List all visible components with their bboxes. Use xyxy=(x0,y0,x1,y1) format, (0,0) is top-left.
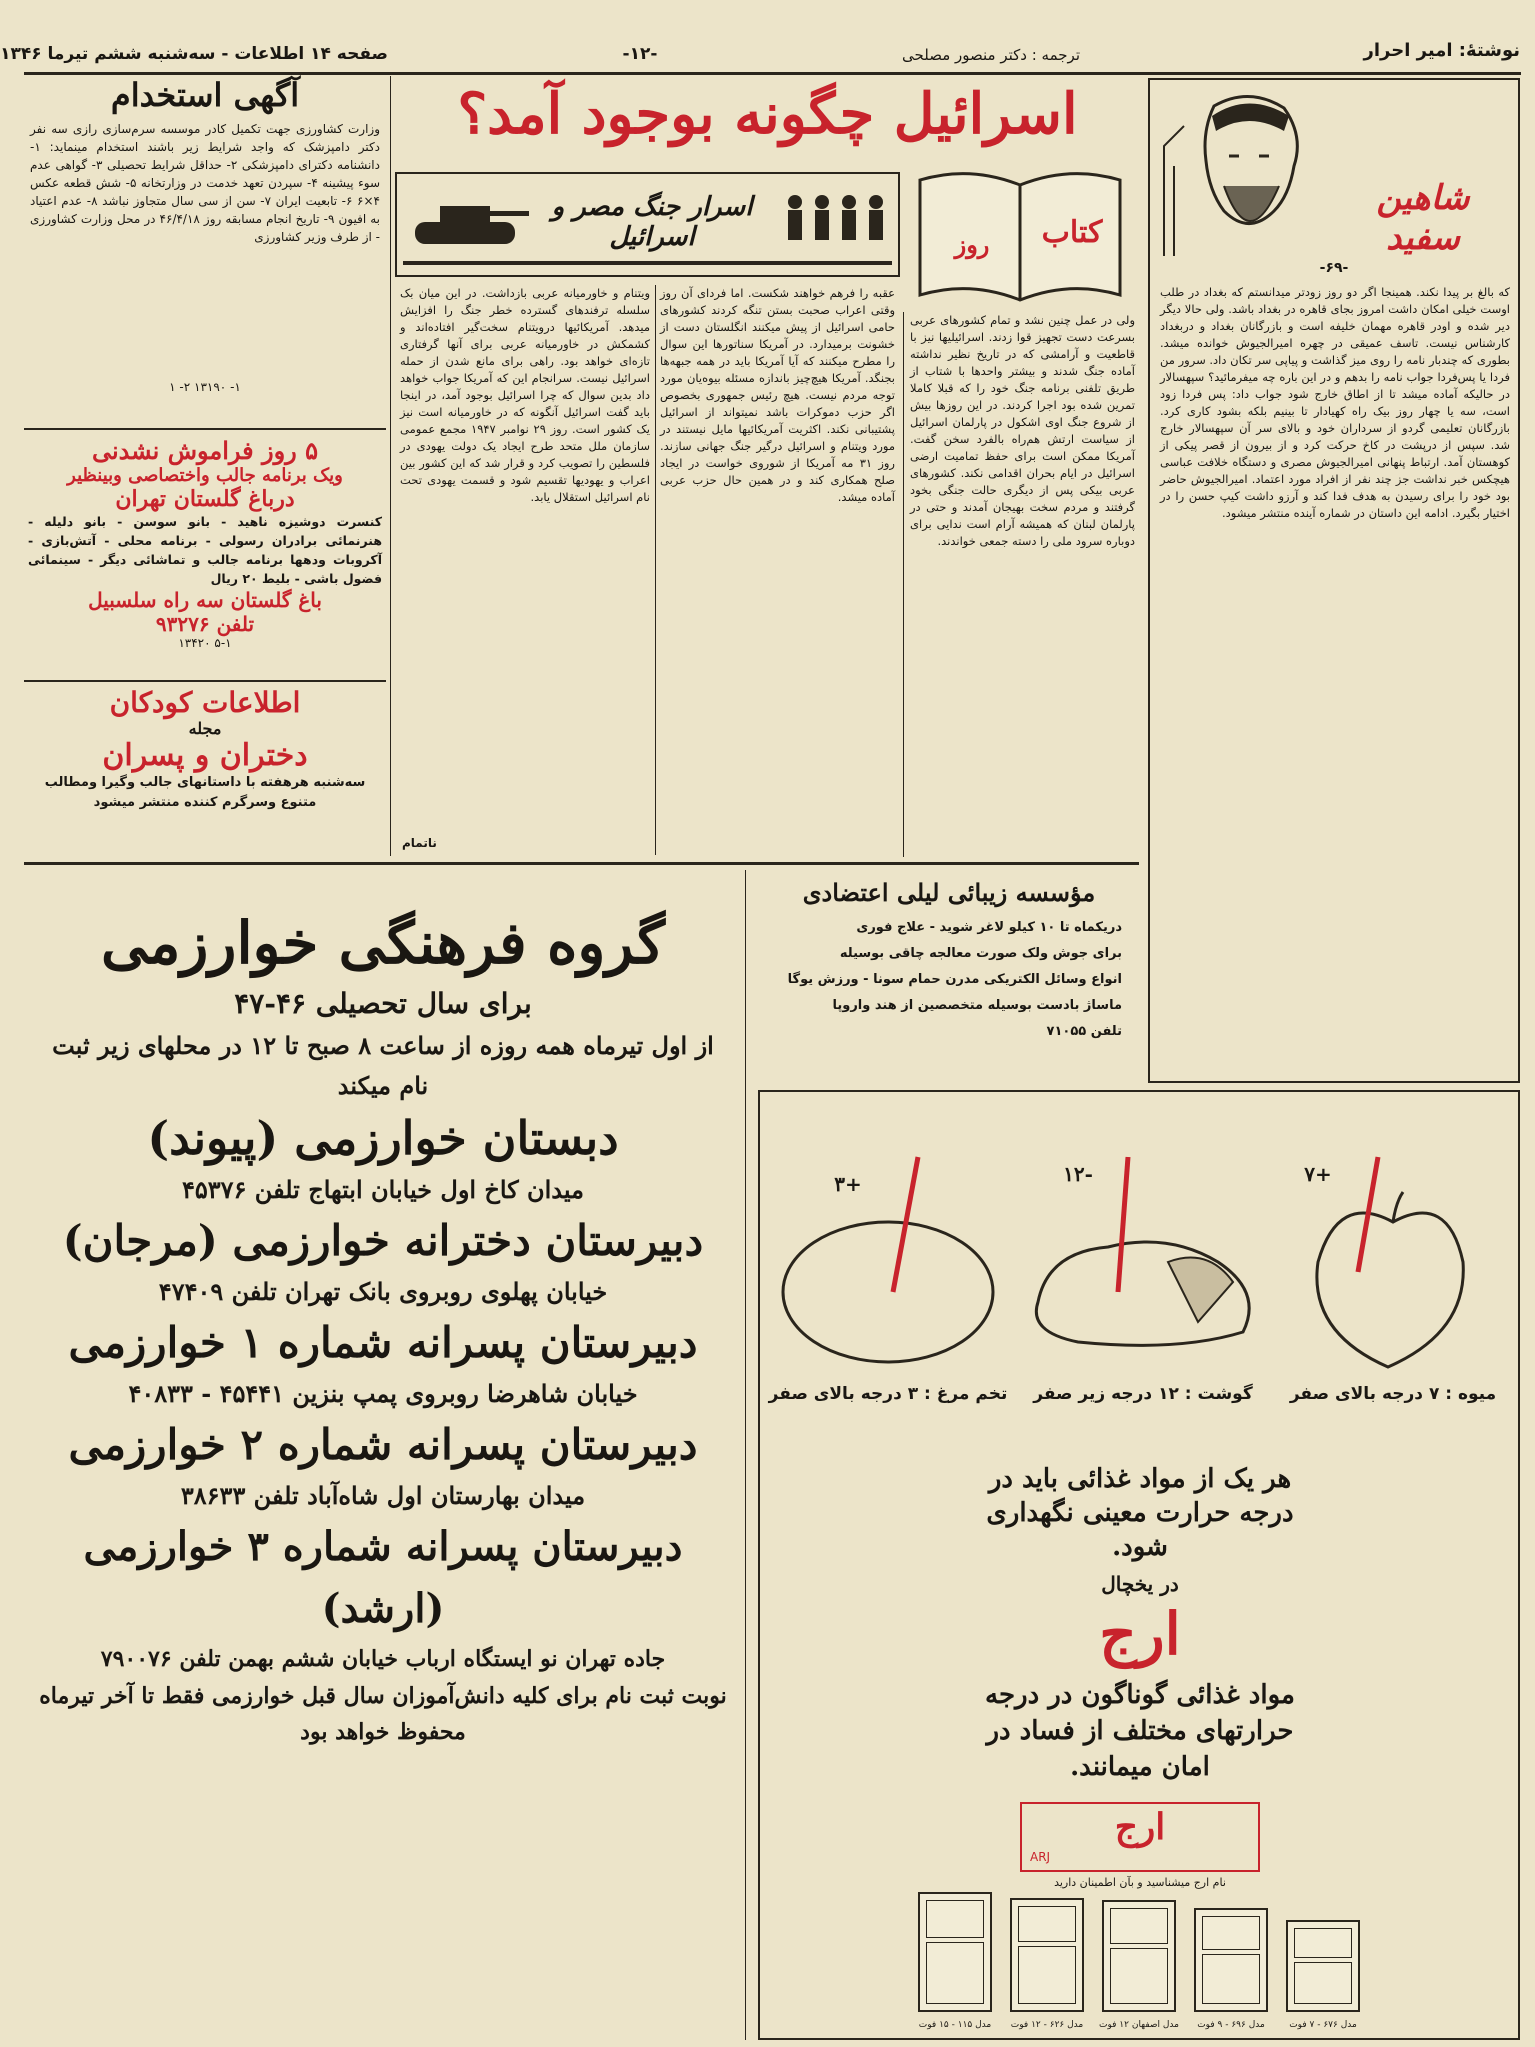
temp-value: +۳ xyxy=(834,1172,862,1196)
column-rule xyxy=(903,312,904,857)
article-col-2: عقبه را فرهم خواهند شکست. اما فردای آن روز وقتی اعراب صحبت بستن تنگه کردند کشورهای حامی اسرائیل از پیش میکنند انگلستان دست از خشونت برمیدارد. در آمریکا سناتورها این سوال را مطرح میکنند که آیا آمریکا باید در همه جبهه‌ها بجنگد. آمریکا هیچ‌چیز باندازه مسئله بیوه‌یان مورد توجه مردم نیست. هیچ رئیس جمهوری بخصوص اگر حزب دموکرات باشد نمیتواند از اسرائیل پشتیبانی نکند. اکثریت آمریکائیها مایل نیستند در مورد ویتنام و اسرائیل درگیر جنگ جهانی سازند. روز ۳۱ مه آمریکا از شوروی خواست در ایجاد صلح همکاری کند و در همین حال حزب عربی آماده میشد. xyxy=(660,286,895,504)
translator-credit: ترجمه : دکتر منصور مصلحی xyxy=(902,46,1080,64)
leili-lines xyxy=(758,907,1140,1045)
gulistan-body: کنسرت دوشیزه ناهید - بانو سوسن - بانو دلیله - هنرنمائی برادران رسولی - برنامه محلی - آتش‌بازی - آکروبات ودهها برنامه جالب و تماشائی دیگر - سینمائی فضول باشی - بلیط ۲۰ ریال xyxy=(28,514,382,586)
children-magazine: دختران و پسران xyxy=(102,738,308,773)
fridge-image xyxy=(1286,1920,1360,2030)
arj-text-2: مواد غذائی گوناگون در درجه حرارتهای مختلف از فساد در امان میمانند. xyxy=(985,1680,1295,1782)
series-banner-title: اسرار جنگ مصر و اسرائیل xyxy=(551,192,753,252)
arj-ad xyxy=(758,1090,1520,2040)
school-address: خیابان پهلوی روبروی بانک تهران تلفن ۴۷۴۰۹ xyxy=(158,1277,608,1306)
temp-caption: تخم مرغ : ۳ درجه بالای صفر xyxy=(768,1384,1008,1404)
school-name: دبیرستان پسرانه شماره ۲ خوارزمی xyxy=(68,1420,698,1469)
page-number: -۱۲- xyxy=(622,44,658,64)
ad-divider xyxy=(24,428,386,430)
serial-body: که بالغ بر پیدا نکند. همینجا اگر دو روز زودتر میدانستم که بغداد در طلب اوست خیلی امکان داشت امروز بجای قاهره در بغداد باشد. ولی حالا دیگر دیر شده و اودر قاهره مهمان خلیفه است و بازرگانان بغداد و دربغداد کارشناس نیست. تاسف عمیقی در چهره امیرالجیوش خوانده میشد. بطوری که چندبار نامه را روی میز گذاشت و پیاپی سر تکان داد. سرور من فردا یا پس‌فردا جواب نامه را بدهم و در این باره چه میفرمائید؟ سپهسالار در حالیکه آماده میشد تا از اطاق خارج شود جواب داد: پس فردا زود است، سه یا چهار روز بیک راه کهیادار تا بینیم بلکه بشود کاری کرد. بازرگانان تعلیمی گردو از سرداران خود و بالای سر آن سپهسالار خارج شد. سپس از درپشت در کاخ حرکت کرد و از بیرون از قصر پیکی از کوهستان آمد. ارتباط پنهانی امیرالجیوش مصری و دستگاه خلافت عباسی هیچکس خبر نداشت جز چند نفر از افراد مورد اعتماد. امیرالجیوش حاضر بود خود را برای رسیدن به هدف فدا کند و آرزو داشت کیپ حسن را در اختیار بگیرد. ادامه این داستان در شماره آینده منتشر میشود. xyxy=(1160,285,1510,520)
fridge-model: مدل اصفهان ۱۲ فوت xyxy=(1099,2020,1179,2030)
serial-title: شاهین سفید xyxy=(1376,178,1470,258)
fridge-model: مدل ۶۷۶ - ۷ فوت xyxy=(1289,2020,1357,2030)
page-info: صفحه ۱۴ اطلاعات - سه‌شنبه ششم تیرما ۱۳۴۶ xyxy=(0,44,388,64)
leili-line: دریکماه تا ۱۰ کیلو لاغر شوید - علاج فوری xyxy=(856,920,1122,935)
article-col-3: ویتنام و خاورمیانه عربی بازداشت. در این میان بک سلسله ترفندهای گسترده خطر جنگ را افزایش میدهد. آمریکائیها درویتنام سخت‌گیر افتاده‌اند و کشمکش در خاورمیانه عربی برای آنها گرفتاری تازه‌ای خواهد بود. راهی برای مانع شدن از حمله اسرائیل نیست. سرانجام این که آمریکا جواب خواهد داد بدین سوال که چرا اسرائیل بوجود آمد، در اینجا باید گفت اسرائیل آنگونه که در خاورمیانه است نیز یک کشور است. روز ۲۹ نوامبر ۱۹۴۷ مجمع عمومی سازمان ملل متحد طرح ایجاد یک دولت یهودی در فلسطین را تصویب کرد و قرار شد که این کشور بین اعراب و یهودیها تقسیم شود و قسمت یهودی تحت نام اسرائیل استقلال یابد. xyxy=(400,286,650,504)
employment-body: وزارت کشاورزی جهت تکمیل کادر موسسه سرم‌سازی رازی سه نفر دکتر دامپزشک که واجد شرایط زیر باشند استخدام مینماید: ۱- دانشنامه دکترای دامپزشکی ۲- حداقل شرایط تحصیلی ۳- گواهی عدم سوء پیشینه ۴- سپردن تعهد خدمت در وزارتخانه ۵- شش قطعه عکس ۴×۶ ۶- تابعیت ایران ۷- سن از سی سال متجاوز نباشد ۸- عدم اعتیاد به افیون ۹- تاریخ انجام مسابقه روز ۴۶/۴/۱۸ در محل وزارت کشاورزی - از طرف وزیر کشاورزی xyxy=(30,122,381,244)
school-address: جاده تهران نو ایستگاه ارباب خیابان ششم بهمن تلفن ۷۹۰۰۷۶ xyxy=(100,1646,666,1672)
gulistan-address: باغ گلستان سه راه سلسبیل xyxy=(88,588,322,612)
tank-icon xyxy=(405,182,535,262)
fridge-model: مدل ۶۹۶ - ۹ فوت xyxy=(1197,2020,1265,2030)
gulistan-title: ۵ روز فراموش نشدنی xyxy=(91,436,319,465)
school-address: میدان کاخ اول خیابان ابتهاج تلفن ۴۵۳۷۶ xyxy=(182,1175,584,1204)
kharazmi-year: برای سال تحصیلی ۴۶-۴۷ xyxy=(234,987,532,1020)
book-label-1: کتاب xyxy=(1041,215,1103,250)
meat-illustration xyxy=(1018,1152,1268,1422)
soldiers-icon xyxy=(780,184,890,264)
fruit-illustration xyxy=(1278,1152,1508,1422)
leili-line: ماساژ بادست بوسیله متخصصین از هند واروپا xyxy=(832,998,1122,1013)
children-ad xyxy=(24,686,386,856)
fridge-model: مدل ۶۲۶ - ۱۲ فوت xyxy=(1010,2020,1084,2030)
children-title: اطلاعات کودکان xyxy=(109,686,301,719)
column-rule xyxy=(390,76,391,856)
arj-logo: ارج xyxy=(1114,1806,1166,1848)
school-address: میدان بهارستان اول شاه‌آباد تلفن ۳۸۶۳۳ xyxy=(180,1481,586,1510)
leili-line: برای جوش ولک صورت معالجه چاقی بوسیله xyxy=(839,946,1122,961)
kharazmi-intro: از اول تیرماه همه روزه از ساعت ۸ صبح تا ۱۲ در محلهای زیر ثبت نام میکند xyxy=(52,1031,714,1100)
employment-title: آگهی استخدام xyxy=(110,76,300,114)
egg-illustration xyxy=(768,1152,1008,1422)
gulistan-ad xyxy=(24,436,386,671)
fridge-image xyxy=(1010,1898,1084,2030)
arj-logo-box xyxy=(1020,1802,1260,1872)
children-label: مجله xyxy=(188,719,222,738)
kharazmi-ad xyxy=(28,890,738,2040)
grass-line xyxy=(403,261,892,265)
fridge-model: مدل ۱۱۵ - ۱۵ فوت xyxy=(918,2020,992,2030)
arj-tagline: نام ارج میشناسید و بآن اطمینان دارید xyxy=(1054,1876,1226,1889)
section-rule xyxy=(24,862,1139,865)
column-rule xyxy=(745,870,746,2040)
employment-ref: ۱- ۱۳۱۹۰ ۲- ۱ xyxy=(169,380,241,394)
fridge-image xyxy=(1194,1908,1268,2030)
arj-brand: ارج xyxy=(1099,1600,1181,1668)
temp-caption: گوشت : ۱۲ درجه زیر صفر xyxy=(1033,1384,1253,1404)
temp-value: -۱۲ xyxy=(1063,1162,1093,1186)
gulistan-place: درباغ گلستان تهران xyxy=(115,486,295,512)
leili-title: مؤسسه زیبائی لیلی اعتضادی xyxy=(802,878,1096,907)
to-be-continued: ناتمام xyxy=(402,836,437,850)
ad-divider xyxy=(24,680,386,682)
leili-ad xyxy=(758,870,1140,1080)
kharazmi-title: گروه فرهنگی خوارزمی xyxy=(101,909,665,977)
fridge-image xyxy=(1099,1900,1179,2030)
main-headline: اسرائیل چگونه بوجود آمد؟ xyxy=(457,81,1078,147)
school-name: دبیرستان دخترانه خوارزمی (مرجان) xyxy=(62,1216,704,1265)
school-address: خیابان شاهرضا روبروی پمپ بنزین ۴۵۴۴۱ - ۴۰۸۳۳ xyxy=(128,1379,638,1408)
school-name: دبیرستان پسرانه شماره ۱ خوارزمی xyxy=(68,1318,698,1367)
children-body: سه‌شنبه هرهفته با داستانهای جالب وگیرا ومطالب متنوع وسرگرم کننده منتشر میشود xyxy=(44,775,366,810)
column-rule xyxy=(655,285,656,855)
serial-episode: -۶۹- xyxy=(1319,260,1349,276)
portrait-illustration xyxy=(1154,86,1344,256)
arj-text-1: هر یک از مواد غذائی باید در درجه حرارت معینی نگهداری شود. xyxy=(986,1464,1294,1562)
book-of-day-logo xyxy=(910,160,1130,310)
school-name: دبستان خوارزمی (پیوند) xyxy=(147,1111,619,1165)
serial-box xyxy=(1148,78,1520,1083)
article-col-1: ولی در عمل چنین نشد و تمام کشورهای عربی بسرعت دست تجهیز قوا زدند. اسرائیلیها نیز با قاطعیت و آرامشی که در تاریخ نظیر نداشته آماده جنگ شدند و بیشتر واحدها با شتاب از طریق تلفنی برنامه جنگ خود را که قبلا کاملا تمرین شده بود اجرا کردند. در این روزها بیش از شروع جنگ اوی اشکول در پارلمان اسرائیل از سیاست ارتش هم‌راه بالفرد سخن گفت. آمریکا ممکن است برای حفظ تمامیت ارضی اسرائیل در ایام بحران اقدامی نکند. کشورهای عربی بیکی پس از دیگری حالت جنگی بخود گرفتند و مردم سخت بهیجان آمدند و حتی در پارلمان لبنان که همیشه آرام است ندایی برای دوباره سرود ملی را دسته جمعی خواندند. xyxy=(910,313,1135,548)
series-banner xyxy=(395,172,900,277)
school-name: دبیرستان پسرانه شماره ۳ خوارزمی (ارشد) xyxy=(83,1523,683,1632)
gulistan-phone: تلفن ۹۳۲۷۶ xyxy=(155,612,255,636)
arj-logo-latin: ARJ xyxy=(1030,1850,1051,1864)
temp-value: +۷ xyxy=(1304,1162,1332,1186)
leili-line: انواع وسائل الکتریکی مدرن حمام سونا - ورزش یوگا xyxy=(787,972,1122,987)
fridge-lineup xyxy=(918,1892,1360,2030)
book-label-2: روز xyxy=(954,230,990,259)
employment-ad xyxy=(24,76,386,416)
arj-in-fridge: در یخچال xyxy=(1101,1572,1179,1596)
gulistan-subtitle: ویک برنامه جالب واختصاصی وبینظیر xyxy=(67,465,343,486)
fridge-image xyxy=(918,1892,992,2030)
gulistan-ref: ۵-۱ ۱۳۴۲۰ xyxy=(178,636,232,650)
leili-phone: تلفن ۷۱۰۵۵ xyxy=(1046,1024,1122,1039)
author-credit: نوشتهٔ: امیر احرار xyxy=(1363,40,1520,61)
temp-caption: میوه : ۷ درجه بالای صفر xyxy=(1289,1384,1497,1404)
kharazmi-footer: نوبت ثبت نام برای کلیه دانش‌آموزان سال قبل خوارزمی فقط تا آخر تیرماه محفوظ خواهد بود xyxy=(39,1683,727,1745)
